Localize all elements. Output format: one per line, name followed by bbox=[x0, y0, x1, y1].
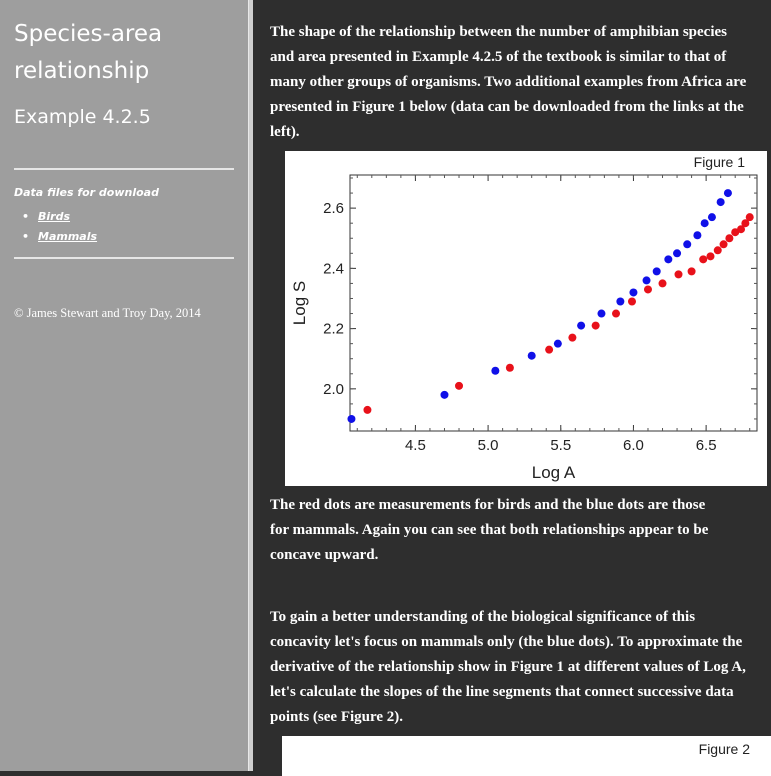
x-tick-label: 5.5 bbox=[550, 437, 572, 454]
data-point bbox=[746, 213, 754, 221]
data-point bbox=[659, 279, 667, 287]
sidebar-divider-top bbox=[14, 168, 234, 170]
data-point bbox=[628, 297, 636, 305]
paragraph-line: and area presented in Example 4.2.5 of the textbook is similar to that of bbox=[270, 49, 727, 65]
y-axis-label: Log S bbox=[290, 280, 309, 326]
data-point bbox=[528, 352, 536, 360]
data-point bbox=[688, 267, 696, 275]
download-item-birds bbox=[22, 208, 97, 228]
data-point bbox=[701, 219, 709, 227]
download-item-mammals bbox=[22, 228, 97, 248]
sidebar-divider-bottom bbox=[14, 257, 234, 259]
data-point bbox=[683, 240, 691, 248]
data-point bbox=[363, 406, 371, 414]
downloads-heading: Data files for download bbox=[14, 186, 159, 199]
data-point bbox=[440, 391, 448, 399]
data-point bbox=[597, 310, 605, 318]
data-point bbox=[506, 364, 514, 372]
paragraph-line: let's calculate the slopes of the line segments that connect successive data bbox=[270, 684, 734, 700]
sidebar-title: Species-area relationship bbox=[14, 21, 163, 84]
data-point bbox=[577, 322, 585, 330]
data-point bbox=[612, 310, 620, 318]
sidebar-subtitle: Example 4.2.5 bbox=[14, 106, 151, 128]
data-point bbox=[706, 252, 714, 260]
data-point bbox=[708, 213, 716, 221]
y-tick-label: 2.4 bbox=[323, 260, 344, 278]
paragraph-line: points (see Figure 2). bbox=[270, 709, 404, 725]
data-point bbox=[653, 267, 661, 275]
copyright: © James Stewart and Troy Day, 2014 bbox=[14, 306, 201, 320]
birds-link[interactable]: Birds bbox=[38, 210, 71, 223]
paragraph-line: concavity let's focus on mammals only (the blue dots). To approximate the bbox=[270, 634, 743, 650]
figure-2 bbox=[282, 736, 771, 776]
paragraph-dots bbox=[270, 493, 708, 568]
data-point bbox=[717, 198, 725, 206]
paragraph-line: To gain a better understanding of the biological significance of this bbox=[270, 609, 696, 625]
data-point bbox=[347, 415, 355, 423]
y-tick-label: 2.2 bbox=[323, 320, 344, 338]
data-point bbox=[720, 240, 728, 248]
data-point bbox=[673, 249, 681, 257]
mammals-link[interactable]: Mammals bbox=[38, 230, 98, 243]
paragraph-line: many other groups of organisms. Two additional examples from Africa are bbox=[270, 74, 747, 90]
data-point bbox=[724, 189, 732, 197]
figure-1 bbox=[285, 151, 767, 486]
plot-frame bbox=[350, 175, 757, 431]
data-point bbox=[568, 334, 576, 342]
paragraph-line: left). bbox=[270, 124, 300, 140]
x-axis-label: Log A bbox=[531, 463, 576, 482]
data-point bbox=[592, 322, 600, 330]
x-tick-label: 6.5 bbox=[695, 437, 717, 454]
x-tick-label: 5.0 bbox=[477, 437, 499, 454]
data-point bbox=[675, 270, 683, 278]
paragraph-line: The red dots are measurements for birds and the blue dots are those bbox=[270, 497, 706, 513]
download-links bbox=[22, 208, 97, 248]
bullet-icon: • bbox=[22, 210, 30, 223]
x-tick-label: 4.5 bbox=[404, 437, 426, 454]
bullet-icon: • bbox=[22, 230, 30, 243]
data-point bbox=[644, 285, 652, 293]
paragraph-line: presented in Figure 1 below (data can be downloaded from the links at the bbox=[270, 99, 744, 115]
x-tick-label: 6.0 bbox=[623, 437, 644, 454]
data-point bbox=[629, 288, 637, 296]
y-tick-label: 2.6 bbox=[323, 200, 344, 218]
paragraph-line: derivative of the relationship show in Figure 1 at different values of Log A, bbox=[270, 659, 746, 675]
data-point bbox=[699, 255, 707, 263]
paragraph-concavity bbox=[270, 605, 746, 730]
paragraph-line: for mammals. Again you can see that both relationships appear to be bbox=[270, 522, 709, 538]
y-tick-label: 2.0 bbox=[323, 380, 344, 398]
paragraph-line: The shape of the relationship between the number of amphibian species bbox=[270, 24, 727, 40]
data-point bbox=[455, 382, 463, 390]
data-point bbox=[491, 367, 499, 375]
data-point bbox=[693, 231, 701, 239]
data-point bbox=[643, 276, 651, 284]
data-point bbox=[725, 234, 733, 242]
species-area-chart bbox=[285, 151, 767, 486]
data-point bbox=[554, 340, 562, 348]
figure-2-label: Figure 2 bbox=[698, 741, 750, 757]
data-point bbox=[545, 346, 553, 354]
sidebar-scroll-edge bbox=[248, 0, 253, 771]
data-point bbox=[664, 255, 672, 263]
data-point bbox=[714, 246, 722, 254]
data-point bbox=[616, 297, 624, 305]
paragraph-line: concave upward. bbox=[270, 547, 379, 563]
sidebar bbox=[0, 0, 248, 771]
figure-1-label: Figure 1 bbox=[693, 154, 745, 170]
paragraph-intro bbox=[270, 20, 746, 145]
